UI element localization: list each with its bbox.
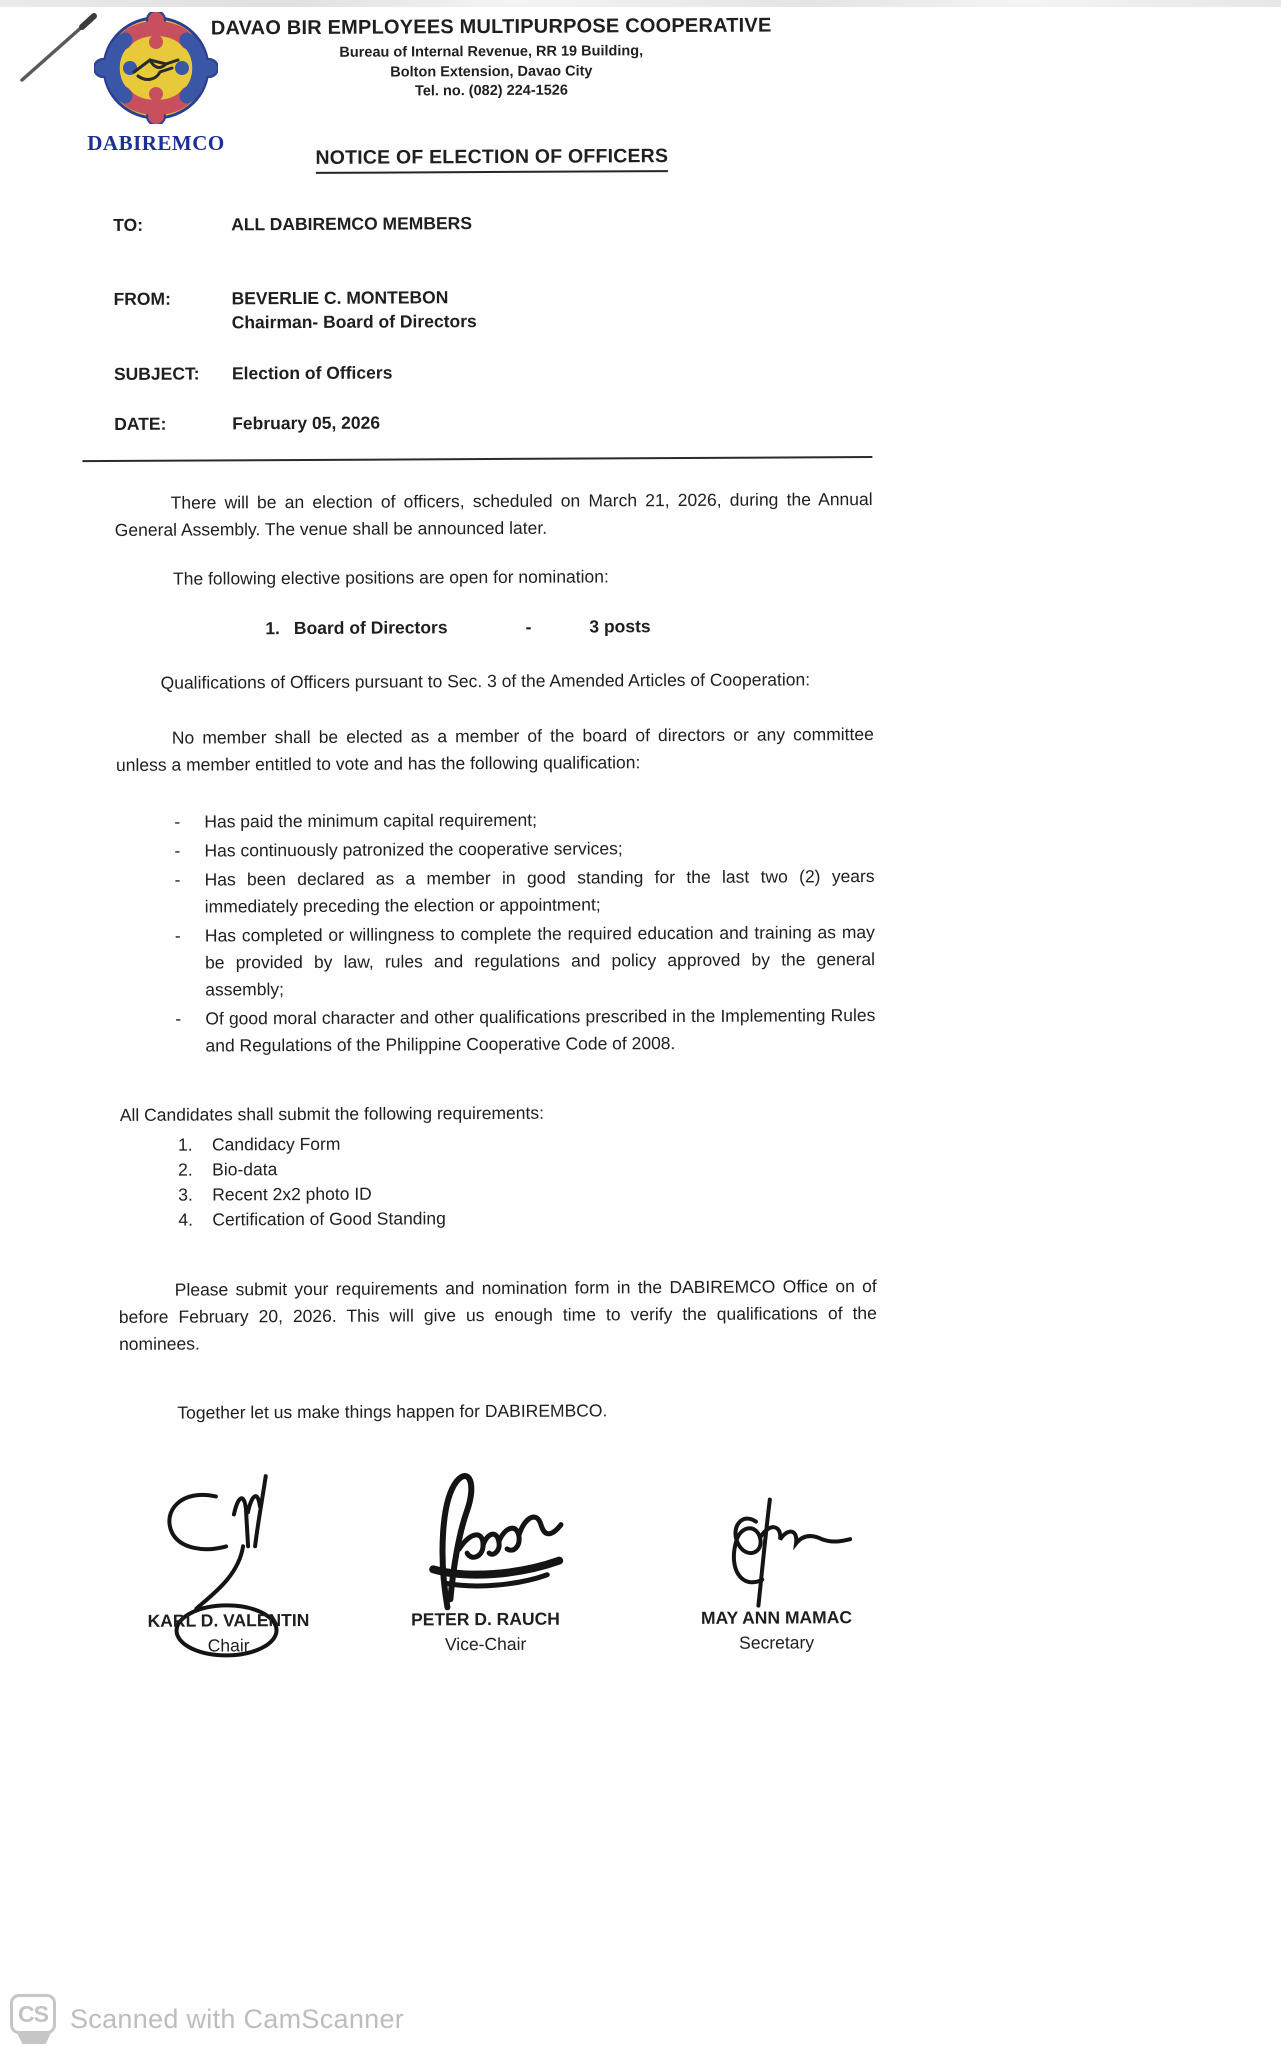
paragraph-election-announcement: There will be an election of officers, scheduled on March 21, 2026, during the Annual General Assembly. The venue shall be announced later. xyxy=(114,488,873,540)
signatory-role: Chair xyxy=(207,1634,250,1656)
signatory-name: MAY ANN MAMAC xyxy=(700,1606,853,1628)
list-item: - Has continuously patronized the cooperative services; xyxy=(174,834,874,865)
date-value: February 05, 2026 xyxy=(232,412,381,433)
list-item: 4. Certification of Good Standing xyxy=(178,1203,876,1232)
meta-date-row xyxy=(114,408,872,436)
list-item: 1. Candidacy Form xyxy=(178,1129,876,1158)
qualifications-heading: Qualifications of Officers pursuant to Sec. 3 of the Amended Articles of Cooperation: xyxy=(160,668,811,693)
from-label: FROM: xyxy=(113,288,171,309)
logo-wordmark: DABIREMCO xyxy=(87,131,225,155)
meta-to-row xyxy=(113,209,871,237)
dash-bullet: - xyxy=(174,840,181,861)
list-item: - Has completed or willingness to complete the required education and training as may be provided by law, rules and regulations and policy approved by the general assembly; xyxy=(175,919,875,1004)
item-number: 4. xyxy=(178,1209,194,1230)
requirements-heading: All Candidates shall submit the following requirements: xyxy=(119,1102,544,1125)
signature-secretary-icon xyxy=(686,1493,867,1614)
date-label: DATE: xyxy=(114,413,167,434)
position-number: 1. xyxy=(265,617,280,638)
cs-badge-base xyxy=(17,2033,51,2044)
qualifications-list xyxy=(174,805,875,1060)
to-label: TO: xyxy=(113,214,144,235)
position-separator: - xyxy=(525,616,532,637)
org-address-line2: Bolton Extension, Davao City xyxy=(390,62,593,81)
item-number: 3. xyxy=(178,1184,193,1205)
list-item: - Has paid the minimum capital requirement; xyxy=(174,805,874,836)
signatory-name: PETER D. RAUCH xyxy=(411,1608,560,1629)
requirements-list xyxy=(178,1129,877,1233)
horizontal-rule xyxy=(82,456,872,462)
from-value: BEVERLIE C. MONTEBON Chairman- Board of Directors xyxy=(231,286,477,332)
list-item: 2. Bio-data xyxy=(178,1153,876,1182)
subject-value: Election of Officers xyxy=(231,362,393,383)
signatory-role: Vice-Chair xyxy=(444,1633,527,1654)
org-phone: Tel. no. (082) 224-1526 xyxy=(414,82,568,100)
document-body xyxy=(112,0,879,1742)
cs-badge: CS xyxy=(10,1994,56,2034)
org-address xyxy=(112,41,870,103)
paragraph-submission-deadline: Please submit your requirements and nomination form in the DABIREMCO Office on of before February 20, 2026. This will give us enough time to verify the qualifications of the nominees. xyxy=(118,1275,877,1354)
signatory-role: Secretary xyxy=(739,1631,815,1653)
item-number: 1. xyxy=(177,1134,193,1155)
qualifications-intro: No member shall be elected as a member of the board of directors or any committee unless a member entitled to vote and has the following qualification: xyxy=(115,723,874,775)
org-address-line1: Bureau of Internal Revenue, RR 19 Building, xyxy=(339,43,644,61)
signatory-chair xyxy=(108,1481,349,1656)
dash-bullet: - xyxy=(174,925,181,946)
org-name: DAVAO BIR EMPLOYEES MULTIPURPOSE COOPERATIVE xyxy=(210,14,772,40)
position-posts: 3 posts xyxy=(589,615,651,636)
to-value: ALL DABIREMCO MEMBERS xyxy=(231,212,473,234)
meta-from-row xyxy=(113,283,871,335)
dash-bullet: - xyxy=(174,869,181,890)
position-name: Board of Directors xyxy=(293,616,448,638)
meta-subject-row xyxy=(114,358,872,386)
from-role: Chairman- Board of Directors xyxy=(231,310,477,332)
item-number: 2. xyxy=(178,1159,193,1180)
signature-vice-chair-icon xyxy=(395,1466,576,1617)
paragraph-positions-open: The following elective positions are open for nomination: xyxy=(172,565,609,589)
subject-label: SUBJECT: xyxy=(113,363,200,384)
signature-block xyxy=(120,1478,879,1742)
paragraph-closing: Together let us make things happen for DABIREMBCO. xyxy=(177,1399,608,1423)
dash-bullet: - xyxy=(175,1008,182,1029)
memo-meta xyxy=(113,209,872,436)
position-line xyxy=(265,615,873,639)
list-item: 3. Recent 2x2 photo ID xyxy=(178,1178,876,1207)
camscanner-icon xyxy=(10,1994,58,2044)
signatory-vice-chair xyxy=(370,1480,601,1655)
document-title: NOTICE OF ELECTION OF OFFICERS xyxy=(113,144,871,175)
letterhead xyxy=(112,0,871,103)
signatory-secretary xyxy=(658,1478,895,1653)
scan-credit-text: Scanned with CamScanner xyxy=(70,2003,405,2034)
signatory-name: KARL D. VALENTIN xyxy=(147,1609,310,1631)
list-item: - Has been declared as a member in good standing for the last two (2) years immediately preceding the election or appointment; xyxy=(175,863,875,921)
dash-bullet: - xyxy=(174,811,181,832)
list-item: - Of good moral character and other qualifications prescribed in the Implementing Rules and Regulations of the Philippine Cooperative Code of 2008. xyxy=(175,1002,875,1060)
camscanner-footer xyxy=(10,1994,404,2044)
